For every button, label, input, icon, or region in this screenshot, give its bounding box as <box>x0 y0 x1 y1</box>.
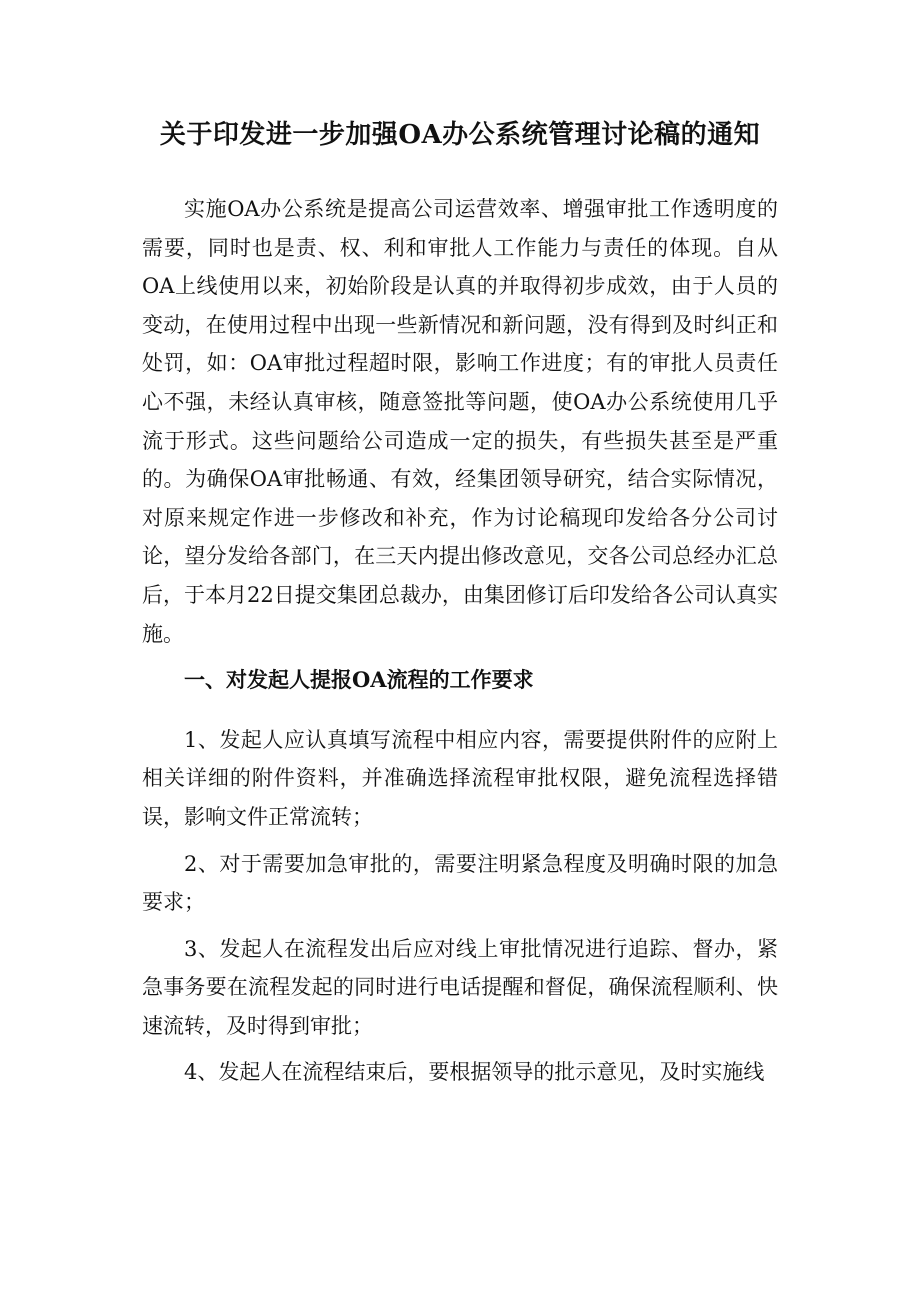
document-title: 关于印发进一步加强OA办公系统管理讨论稿的通知 <box>159 120 761 150</box>
document-body <box>142 190 778 1092</box>
intro-paragraph: 实施OA办公系统是提高公司运营效率、增强审批工作透明度的需要，同时也是责、权、利和审批人工作能力与责任的体现。自从OA上线使用以来，初始阶段是认真的并取得初步成效，由于人员的变动，在使用过程中出现一些新情况和新问题，没有得到及时纠正和处罚，如：OA审批过程超时限，影响工作进度；有的审批人员责任心不强，未经认真审核，随意签批等问题，使OA办公系统使用几乎流于形式。这些问题给公司造成一定的损失，有些损失甚至是严重的。为确保OA审批畅通、有效，经集团领导研究，结合实际情况，对原来规定作进一步修改和补充，作为讨论稿现印发给各分公司讨论，望分发给各部门，在三天内提出修改意见，交各公司总经办汇总后，于本月22日提交集团总裁办，由集团修订后印发给各公司认真实施。 <box>142 197 778 646</box>
list-item-3: 3、发起人在流程发出后应对线上审批情况进行追踪、督办，紧急事务要在流程发起的同时进行电话提醒和督促，确保流程顺利、快速流转，及时得到审批； <box>142 936 778 1038</box>
list-item-4: 4、发起人在流程结束后，要根据领导的批示意见，及时实施线 <box>184 1060 765 1085</box>
list-item-1: 1、发起人应认真填写流程中相应内容，需要提供附件的应附上相关详细的附件资料，并准确选择流程审批权限，避免流程选择错误，影响文件正常流转； <box>142 727 778 829</box>
list-item-2: 2、对于需要加急审批的，需要注明紧急程度及明确时限的加急要求； <box>142 851 778 915</box>
section-heading-1: 一、对发起人提报OA流程的工作要求 <box>184 667 534 693</box>
